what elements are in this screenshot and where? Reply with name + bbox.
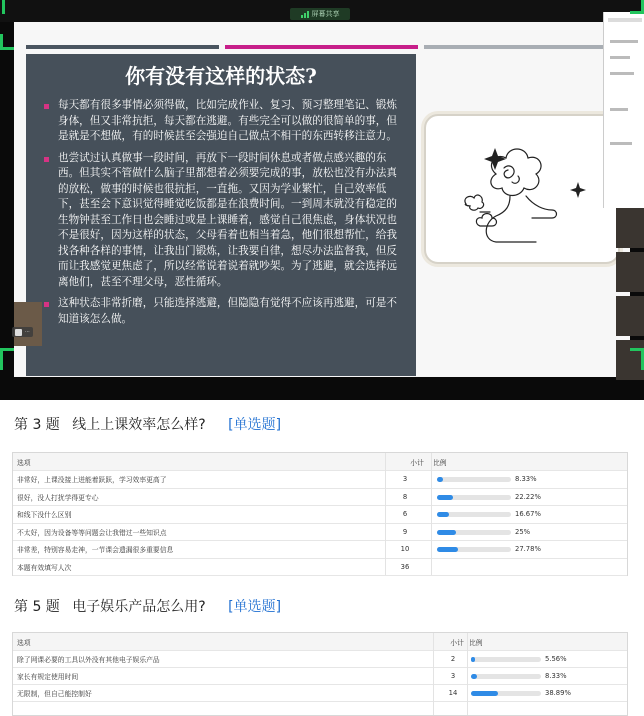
presenter-tag[interactable]: [12, 327, 33, 337]
question-title: 线上上课效率怎么样?: [72, 417, 206, 433]
header-count: 小计: [450, 638, 464, 647]
panel-header: [608, 18, 642, 22]
question-number: 第 3 题: [14, 417, 60, 433]
percent-bar-track: [471, 691, 541, 696]
percent-bar-fill: [471, 657, 475, 662]
option-count: 36: [400, 562, 410, 571]
percent-bar-track: [437, 512, 511, 517]
percent-label: 16.67%: [515, 510, 541, 519]
option-count: 3: [450, 672, 456, 680]
panel-line: [610, 142, 632, 145]
slide-text-panel: [26, 54, 416, 376]
screen-sharing-indicator[interactable]: [290, 8, 350, 20]
panel-line: [610, 40, 638, 43]
option-count: 14: [448, 689, 458, 697]
signal-icon: [301, 11, 309, 18]
header-count: 小计: [410, 458, 424, 467]
table-row: [13, 668, 627, 685]
question-type-link[interactable]: [单选题]: [228, 417, 282, 433]
table-row: [13, 489, 627, 507]
option-text: 不太好，因为设备等等问题会让我错过一些知识点: [17, 528, 167, 537]
table-row: [13, 506, 627, 524]
panel-line: [610, 56, 630, 59]
frame-corner: [2, 0, 14, 14]
meeting-top-bar: [0, 0, 644, 22]
anxiety-drawing-icon: [426, 116, 618, 262]
frame-corner: [0, 348, 14, 370]
question-type-link[interactable]: [单选题]: [228, 599, 282, 615]
table-row: [13, 651, 627, 668]
panel-line: [610, 72, 634, 75]
column-divider: [385, 453, 386, 575]
percent-label: 22.22%: [515, 492, 541, 501]
user-icon: [15, 329, 22, 336]
header-option: 选项: [17, 638, 31, 647]
sparkle-icon: [570, 182, 586, 198]
option-count: 6: [402, 510, 408, 519]
percent-bar-track: [471, 674, 541, 679]
table-total-row: [13, 559, 627, 577]
column-divider: [433, 633, 434, 715]
percent-bar-track: [437, 530, 511, 535]
percent-bar-fill: [437, 530, 456, 535]
percent-bar-fill: [437, 512, 449, 517]
total-label: 本题有效填写人次: [17, 563, 72, 572]
option-text: 除了网课必要的工具以外没有其他电子娱乐产品: [17, 656, 160, 664]
percent-bar-track: [437, 477, 511, 482]
sparkle-icon: [484, 148, 506, 170]
presentation-slide: [14, 22, 630, 377]
percent-bar-fill: [471, 674, 477, 679]
participant-video[interactable]: [616, 208, 644, 248]
percent-label: 5.56%: [545, 655, 567, 663]
option-text: 非常差，特别容易走神，一节课会遗漏很多重要信息: [17, 546, 174, 555]
table-row: [13, 471, 627, 489]
question-number: 第 5 题: [14, 599, 60, 615]
header-option: 选项: [17, 458, 31, 467]
table-row: [13, 541, 627, 559]
column-divider: [431, 453, 432, 575]
frame-corner: [0, 34, 14, 50]
question-5-table: [12, 632, 628, 716]
percent-bar-track: [437, 547, 511, 552]
slide-title: 你有没有这样的状态?: [125, 64, 317, 88]
slide-paragraph: 每天都有很多事情必须得做，比如完成作业、复习、预习整理笔记、锻炼身体，但又非常抗拒，每天都在逃避。有些完全可以做的很简单的事，但是就是不想做，有的时候甚至会强迫自己做点不相干的东西转移注意力。: [44, 98, 404, 145]
percent-label: 8.33%: [515, 475, 537, 484]
percent-bar-track: [437, 495, 511, 500]
slide-body: [44, 98, 404, 333]
participant-video[interactable]: [616, 296, 644, 336]
slide-paragraph: 这种状态非常折磨，只能选择逃避，但隐隐有觉得不应该再逃避，可是不知道该怎么做。: [44, 296, 404, 327]
participant-video[interactable]: [616, 252, 644, 292]
percent-label: 27.78%: [515, 545, 541, 554]
option-text: 很好，没人打扰学得更专心: [17, 493, 99, 502]
option-text: 非常好，上课没接上迸能着跃跃，学习效率更高了: [17, 476, 167, 485]
percent-label: 8.33%: [545, 672, 567, 680]
option-text: 无限制，但自己能控制好: [17, 690, 92, 698]
sharing-status-label: 屏幕共享: [311, 10, 340, 18]
header-ratio: 比例: [469, 638, 483, 647]
option-text: 和线下没什么区别: [17, 511, 72, 520]
percent-bar-fill: [437, 495, 453, 500]
slide-strip-left: [26, 45, 219, 49]
frame-corner: [630, 0, 644, 14]
table-row: [13, 685, 627, 702]
slide-strip-middle: [225, 45, 418, 49]
question-5-heading: [14, 596, 281, 616]
table-header-row: [13, 633, 627, 651]
percent-label: 38.89%: [545, 689, 571, 697]
presenter-label: ···: [25, 329, 30, 335]
percent-bar-fill: [437, 477, 443, 482]
slide-paragraph: 也尝试过认真做事一段时间，再放下一段时间休息或者做点感兴趣的东西。但其实不管做什么脑子里都想着必须要完成的事，放松也没有办法真的放松，做事的时候也很抗拒，一直拖。又因为学业繁忙，自己效率低下，甚至会下意识觉得睡觉吃饭都是在浪费时间。一到周末就没有稳定的生物钟甚至工作日也会睡过或是上课睡着，感觉自己很焦虑，身体状况也不是很好，因为这样的状态，父母看着也相当着急，他们很想帮忙，给我找各种各样的事情，让我出门锻炼，让我要自律，想尽办法监督我，但反而让我感觉更焦虑了，所以经常说着说着就吵架。为了逃避，就会选择远离他们，甚至不理父母，恶性循环。: [44, 151, 404, 291]
table-row: [13, 524, 627, 542]
percent-label: 25%: [515, 527, 531, 536]
question-title: 电子娱乐产品怎么用?: [72, 599, 206, 615]
option-count: 2: [450, 655, 456, 663]
panel-line: [610, 108, 628, 111]
percent-bar-fill: [437, 547, 458, 552]
option-count: 9: [402, 527, 408, 536]
side-panel-window[interactable]: [603, 12, 644, 208]
frame-corner: [630, 348, 644, 370]
option-text: 家长有规定使用时间: [17, 673, 79, 681]
percent-bar-track: [471, 657, 541, 662]
option-count: 10: [400, 545, 410, 554]
percent-bar-fill: [471, 691, 498, 696]
question-3-heading: [14, 414, 281, 434]
column-divider: [467, 633, 468, 715]
table-header-row: [13, 453, 627, 471]
option-count: 8: [402, 492, 408, 501]
slide-strip-right: [424, 45, 630, 49]
option-count: 3: [402, 475, 408, 484]
webcam-thumbnail[interactable]: [14, 302, 42, 346]
question-3-table: [12, 452, 628, 576]
stressed-person-illustration: [424, 114, 620, 264]
header-ratio: 比例: [433, 458, 447, 467]
